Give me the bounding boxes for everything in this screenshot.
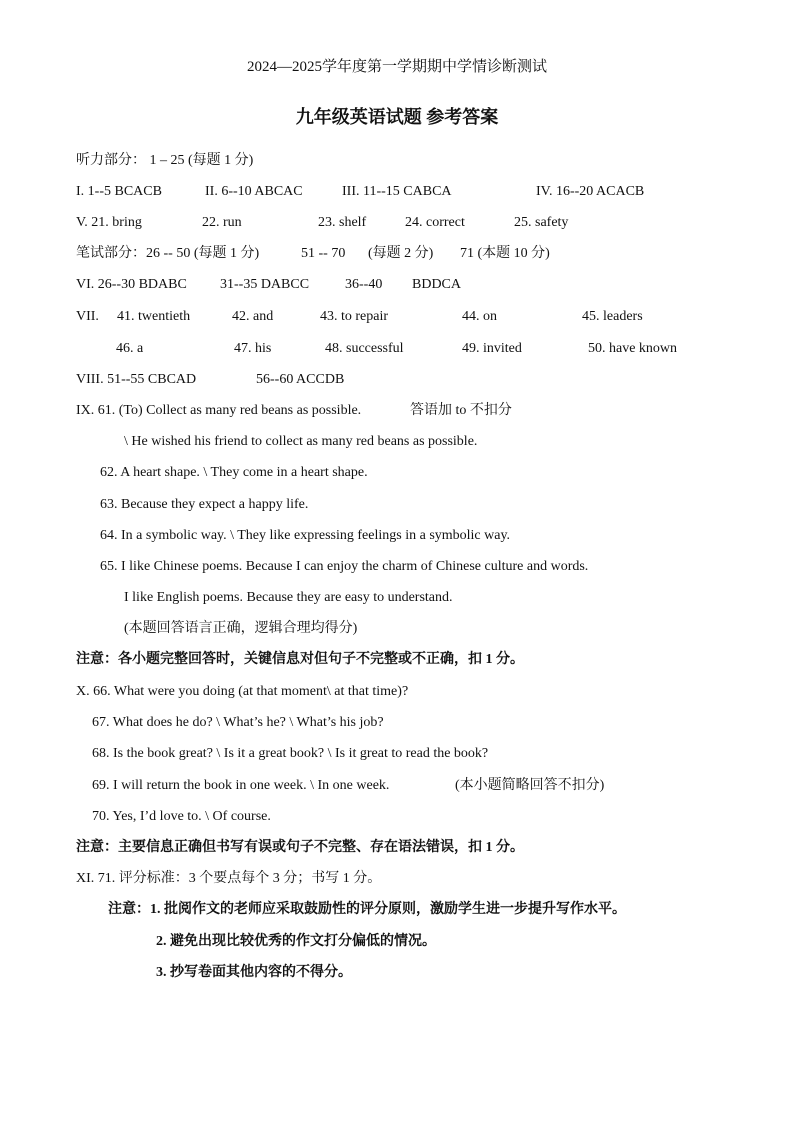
answer-VI-d: BDDCA <box>412 277 462 292</box>
answer-69: 69. I will return the book in one week. \ In one week. <box>92 778 390 793</box>
answer-71: XI. 71. 评分标准：3 个要点每个 3 分；书写 1 分。 <box>76 871 382 886</box>
answer-65: 65. I like Chinese poems. Because I can enjoy the charm of Chinese culture and words. <box>100 559 589 574</box>
section-VII-label: VII. <box>76 309 99 324</box>
answer-61-alt: \ He wished his friend to collect as many red beans as possible. <box>124 434 478 449</box>
notice-XI-3: 3. 抄写卷面其他内容的不得分。 <box>156 965 352 980</box>
answer-41: 41. twentieth <box>117 309 191 324</box>
notice-XI-1: 注意：1. 批阅作文的老师应采取鼓励性的评分原则，激励学生进一步提升写作水平。 <box>108 902 626 917</box>
answer-64: 64. In a symbolic way. \ They like expressing feelings in a symbolic way. <box>100 528 511 543</box>
answer-VIII-a: VIII. 51--55 CBCAD <box>76 372 197 387</box>
answer-44: 44. on <box>462 309 497 324</box>
exam-title: 2024—2025学年度第一学期期中学情诊断测试 <box>246 59 547 75</box>
answer-65-alt: I like English poems. Because they are easy to understand. <box>124 590 453 605</box>
answer-68: 68. Is the book great? \ Is it a great book? \ Is it great to read the book? <box>92 746 489 761</box>
answer-VI-b: 31--35 DABCC <box>220 277 310 292</box>
answer-V25: 25. safety <box>514 215 569 230</box>
answer-49: 49. invited <box>462 341 522 356</box>
written-heading-b: 51 -- 70 <box>301 246 346 261</box>
answer-II: II. 6--10 ABCAC <box>205 184 303 199</box>
answer-63: 63. Because they expect a happy life. <box>100 497 309 512</box>
answer-42: 42. and <box>232 309 274 324</box>
written-heading: 笔试部分：26 -- 50 (每题 1 分) <box>76 246 260 261</box>
written-heading-c: (每题 2 分) <box>368 246 434 261</box>
answer-50: 50. have known <box>588 341 678 356</box>
answer-47: 47. his <box>234 341 272 356</box>
notice-IX: 注意：各小题完整回答时，关键信息对但句子不完整或不正确，扣 1 分。 <box>76 652 524 667</box>
answer-62: 62. A heart shape. \ They come in a heart shape. <box>100 465 368 480</box>
answer-VI-a: VI. 26--30 BDABC <box>76 277 187 292</box>
answer-61-note: 答语加 to 不扣分 <box>410 403 512 418</box>
answer-V21: V. 21. bring <box>76 215 142 230</box>
notice-X: 注意：主要信息正确但书写有误或句子不完整、存在语法错误，扣 1 分。 <box>76 840 524 855</box>
answer-67: 67. What does he do? \ What’s he? \ What’s his job? <box>92 715 384 730</box>
answer-43: 43. to repair <box>320 309 389 324</box>
answer-70: 70. Yes, I’d love to. \ Of course. <box>92 809 271 824</box>
answer-I: I. 1--5 BCACB <box>76 184 162 199</box>
paper-title: 九年级英语试题 参考答案 <box>295 107 499 127</box>
answer-V22: 22. run <box>202 215 242 230</box>
answer-VI-c: 36--40 <box>345 277 383 292</box>
notice-XI-2: 2. 避免出现比较优秀的作文打分偏低的情况。 <box>156 934 436 949</box>
answer-VIII-b: 56--60 ACCDB <box>256 372 345 387</box>
written-heading-d: 71 (本题 10 分) <box>460 246 550 261</box>
answer-48: 48. successful <box>325 341 404 356</box>
answer-III: III. 11--15 CABCA <box>342 184 452 199</box>
answer-65-note: (本题回答语言正确，逻辑合理均得分) <box>124 621 358 636</box>
answer-69-note: (本小题简略回答不扣分) <box>455 778 605 793</box>
answer-66: X. 66. What were you doing (at that moment\ at that time)? <box>76 684 409 699</box>
answer-61: IX. 61. (To) Collect as many red beans as possible. <box>76 403 362 418</box>
answer-45: 45. leaders <box>582 309 643 324</box>
listening-heading: 听力部分： 1 – 25 (每题 1 分) <box>76 153 254 168</box>
answer-V24: 24. correct <box>405 215 465 230</box>
answer-V23: 23. shelf <box>318 215 367 230</box>
answer-IV: IV. 16--20 ACACB <box>536 184 645 199</box>
answer-46: 46. a <box>116 341 144 356</box>
